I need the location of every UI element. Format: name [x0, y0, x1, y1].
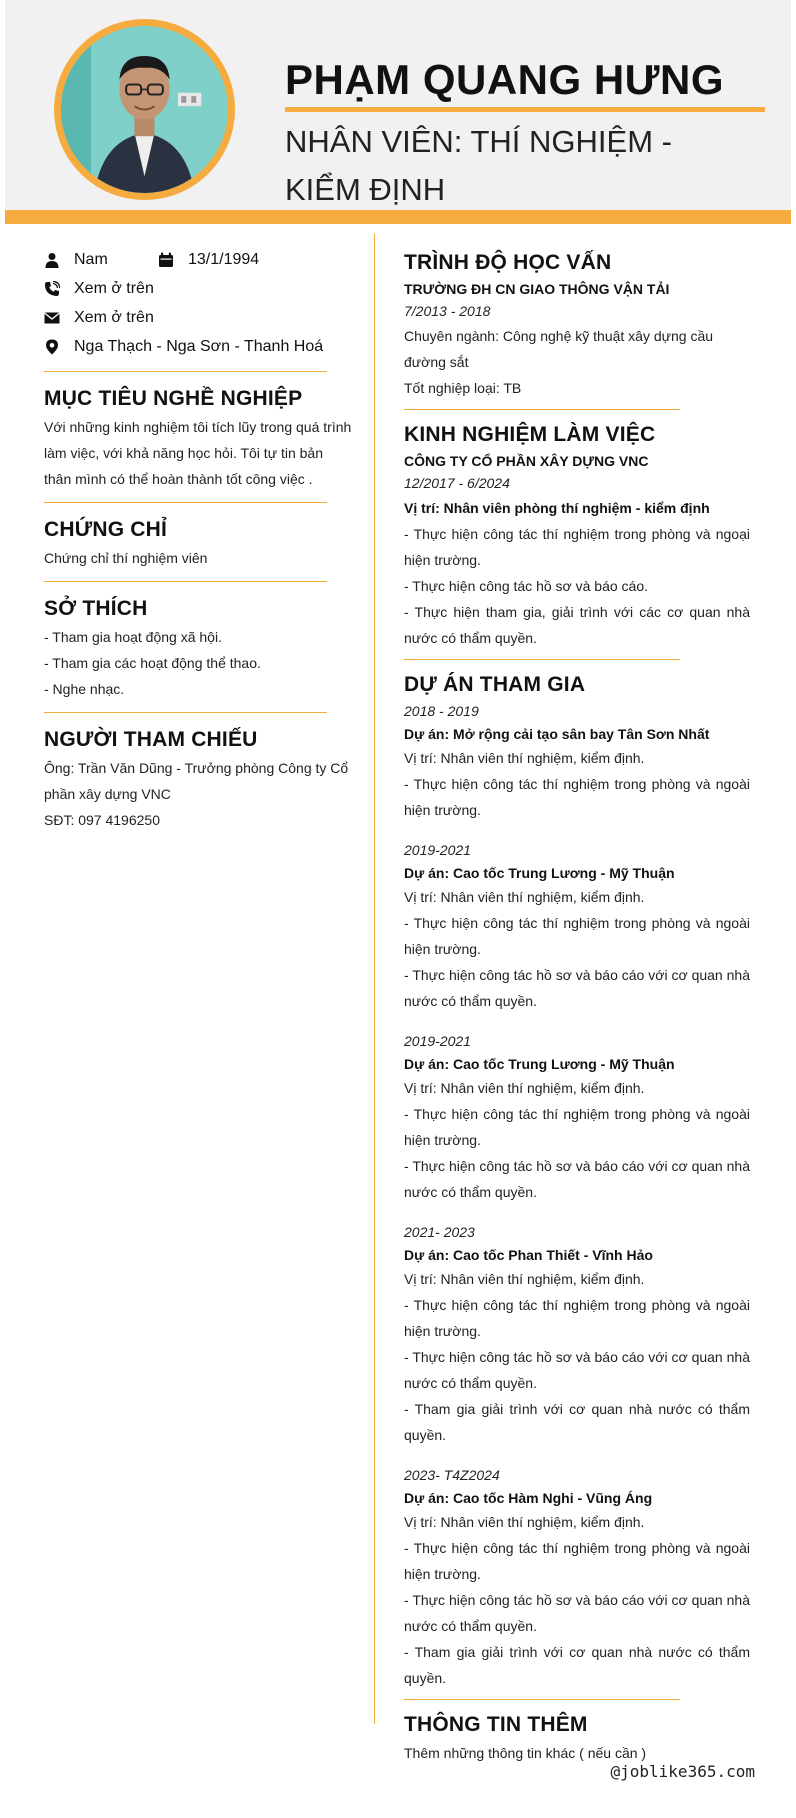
project-name: Dự án: Cao tốc Phan Thiết - Vĩnh Hảo — [404, 1247, 653, 1263]
project-line: - Thực hiện công tác hồ sơ và báo cáo với cơ quan nhà nước có thẩm quyền. — [404, 1158, 750, 1200]
additional-title: THÔNG TIN THÊM — [404, 1713, 588, 1736]
project-item — [404, 1030, 750, 1205]
right-column — [404, 248, 750, 1766]
education-period: 7/2013 - 2018 — [404, 303, 491, 319]
divider — [44, 502, 327, 503]
project-line: - Thực hiện công tác hồ sơ và báo cáo với cơ quan nhà nước có thẩm quyền. — [404, 1592, 750, 1634]
project-period: 2019-2021 — [404, 1033, 471, 1049]
certificates-text: Chứng chỉ thí nghiệm viên — [44, 550, 208, 566]
references-title: NGƯỜI THAM CHIẾU — [44, 728, 258, 751]
hobby-item: - Tham gia các hoạt động thể thao. — [44, 655, 261, 671]
certificates-section — [44, 515, 354, 571]
additional-text: Thêm những thông tin khác ( nếu cần ) — [404, 1745, 647, 1761]
objective-section — [44, 384, 354, 492]
project-item — [404, 1464, 750, 1691]
project-name: Dự án: Cao tốc Trung Lương - Mỹ Thuận — [404, 865, 675, 881]
envelope-icon — [44, 310, 60, 326]
divider — [404, 409, 680, 410]
project-period: 2019-2021 — [404, 842, 471, 858]
contact-phone — [44, 274, 354, 303]
duty-item: - Thực hiện công tác thí nghiệm trong phòng và ngoại hiện trường. — [404, 526, 750, 568]
projects-section — [404, 670, 750, 1691]
address: Nga Thạch - Nga Sơn - Thanh Hoá — [74, 338, 324, 355]
project-line: - Thực hiện công tác hồ sơ và báo cáo với cơ quan nhà nước có thẩm quyền. — [404, 967, 750, 1009]
watermark: @joblike365.com — [610, 1762, 755, 1781]
project-line: Vị trí: Nhân viên thí nghiệm, kiểm định. — [404, 889, 645, 905]
project-line: - Thực hiện công tác thí nghiệm trong phòng và ngoài hiện trường. — [404, 1106, 750, 1148]
divider — [44, 712, 327, 713]
left-column — [44, 245, 354, 833]
name-underline — [285, 107, 765, 112]
references-section — [44, 725, 354, 833]
projects-title: DỰ ÁN THAM GIA — [404, 673, 586, 696]
education-title: TRÌNH ĐỘ HỌC VẤN — [404, 251, 612, 274]
birthday: 13/1/1994 — [188, 251, 260, 268]
hobbies-section — [44, 594, 354, 702]
project-item — [404, 1221, 750, 1448]
divider — [404, 659, 680, 660]
candidate-name: PHẠM QUANG HƯNG — [285, 56, 725, 103]
hobby-item: - Nghe nhạc. — [44, 681, 125, 697]
contact-gender-birthday — [44, 245, 354, 274]
email: Xem ở trên — [74, 309, 154, 326]
project-line: - Thực hiện công tác thí nghiệm trong phòng và ngoài hiện trường. — [404, 915, 750, 957]
project-line: Vị trí: Nhân viên thí nghiệm, kiểm định. — [404, 1080, 645, 1096]
duty-item: - Thực hiện công tác hồ sơ và báo cáo. — [404, 578, 648, 594]
hobby-item: - Tham gia hoạt động xã hội. — [44, 629, 222, 645]
header-accent-bar — [5, 210, 791, 224]
project-line: Vị trí: Nhân viên thí nghiệm, kiểm định. — [404, 1514, 645, 1530]
project-item — [404, 700, 750, 823]
experience-position: Vị trí: Nhân viên phòng thí nghiệm - kiểm định — [404, 500, 710, 516]
divider — [404, 1699, 680, 1700]
gender: Nam — [74, 251, 108, 268]
experience-title: KINH NGHIỆM LÀM VIỆC — [404, 423, 656, 446]
objective-text: Với những kinh nghiệm tôi tích lũy trong quá trình làm việc, với khả năng học hỏi. Tôi tự tin bản thân mình có thể hoàn thành tốt công việc . — [44, 419, 352, 487]
education-grade: Tốt nghiệp loại: TB — [404, 380, 522, 396]
project-item — [404, 839, 750, 1014]
divider — [44, 581, 327, 582]
project-line: - Thực hiện công tác thí nghiệm trong phòng và ngoài hiện trường. — [404, 1297, 750, 1339]
project-name: Dự án: Cao tốc Trung Lương - Mỹ Thuận — [404, 1056, 675, 1072]
user-icon — [44, 252, 60, 268]
map-pin-icon — [44, 339, 60, 355]
header — [5, 0, 791, 210]
project-period: 2023- T4Z2024 — [404, 1467, 500, 1483]
contact-email — [44, 303, 354, 332]
reference-text: Ông: Trần Văn Dũng - Trưởng phòng Công ty Cổ phần xây dựng VNC — [44, 760, 349, 802]
project-line: Vị trí: Nhân viên thí nghiệm, kiểm định. — [404, 1271, 645, 1287]
experience-period: 12/2017 - 6/2024 — [404, 475, 510, 491]
experience-section — [404, 420, 750, 651]
phone: Xem ở trên — [74, 280, 154, 297]
column-divider — [374, 234, 375, 1724]
project-line: - Thực hiện công tác hồ sơ và báo cáo với cơ quan nhà nước có thẩm quyền. — [404, 1349, 750, 1391]
education-major: Chuyên ngành: Công nghệ kỹ thuật xây dựng cầu đường sắt — [404, 328, 714, 370]
calendar-icon — [158, 252, 174, 268]
objective-title: MỤC TIÊU NGHỀ NGHIỆP — [44, 387, 303, 410]
education-section — [404, 248, 750, 401]
project-name: Dự án: Cao tốc Hàm Nghi - Vũng Áng — [404, 1490, 653, 1506]
project-line: - Thực hiện công tác thí nghiệm trong phòng và ngoài hiện trường. — [404, 776, 750, 818]
school-name: TRƯỜNG ĐH CN GIAO THÔNG VẬN TẢI — [404, 281, 670, 297]
project-name: Dự án: Mở rộng cải tạo sân bay Tân Sơn Nhất — [404, 726, 710, 742]
phone-icon — [44, 281, 60, 297]
duty-item: - Thực hiện tham gia, giải trình với các cơ quan nhà nước có thẩm quyền. — [404, 604, 750, 646]
reference-phone: SĐT: 097 4196250 — [44, 812, 160, 828]
divider — [44, 371, 327, 372]
project-period: 2021- 2023 — [404, 1224, 475, 1240]
profile-photo — [61, 26, 228, 193]
project-line: - Tham gia giải trình với cơ quan nhà nước có thẩm quyền. — [404, 1401, 750, 1443]
contact-address — [44, 332, 354, 361]
avatar — [54, 19, 235, 200]
additional-section — [404, 1710, 750, 1766]
certificates-title: CHỨNG CHỈ — [44, 518, 168, 541]
project-line: - Tham gia giải trình với cơ quan nhà nước có thẩm quyền. — [404, 1644, 750, 1686]
company-name: CÔNG TY CỔ PHẦN XÂY DỰNG VNC — [404, 453, 649, 469]
project-line: - Thực hiện công tác thí nghiệm trong phòng và ngoài hiện trường. — [404, 1540, 750, 1582]
cv-page — [5, 0, 791, 1818]
project-period: 2018 - 2019 — [404, 703, 479, 719]
project-line: Vị trí: Nhân viên thí nghiệm, kiểm định. — [404, 750, 645, 766]
hobbies-title: SỞ THÍCH — [44, 597, 148, 620]
job-title: NHÂN VIÊN: THÍ NGHIỆM - KIỂM ĐỊNH — [285, 124, 672, 207]
